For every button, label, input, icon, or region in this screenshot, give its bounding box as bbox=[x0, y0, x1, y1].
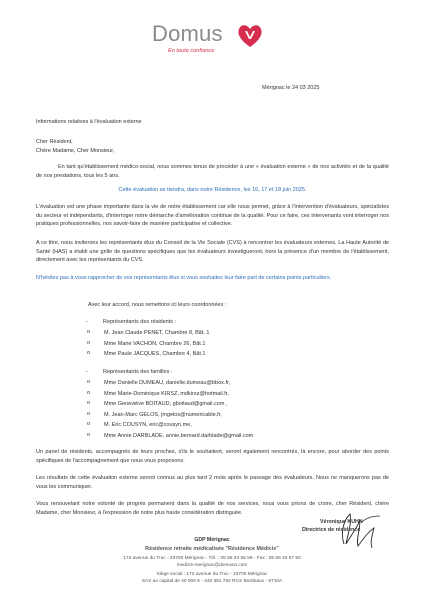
list-marker: o bbox=[87, 379, 91, 385]
results-paragraph: Les résultats de cette évaluation externe seront connus au plus tard 2 mois après le passage des évaluateurs. Nous ne manquerons pas de vous les communiquer. bbox=[36, 475, 389, 490]
greeting-resident: Cher Résident, bbox=[36, 139, 73, 145]
cvs-paragraph: A ce titre, nous inviterons les représentants élus du Conseil de la Vie Sociale (CVS) à rencontrer les évaluateurs externes. La Haute Autorité de Santé (HAS) a établi une grille de questions spécifiques que les évaluateurs investigueront, hors la présence d'un membre de l'établissement, directement avec les représentants du CVS. bbox=[36, 240, 389, 264]
subject-line: Informations relatives à l'évaluation externe bbox=[36, 119, 142, 125]
intro-paragraph: En tant qu'établissement médico-social, nous sommes tenus de procéder à une « évaluation externe » de nos activités et de la qualité de nos prestations, tous les 5 ans. bbox=[36, 164, 389, 179]
list-item: o Mme Annie DARBLADE, annie.bernard.darblade@gmail.com bbox=[87, 431, 254, 439]
list-marker: o bbox=[87, 350, 91, 357]
signer-title: Directrice de résidence bbox=[302, 527, 361, 533]
list-marker: o bbox=[87, 329, 91, 335]
list-item: o Mme Geneviève BOITAUD, gboitaud@gmail.com , bbox=[87, 400, 228, 408]
footer-address: 172 avenue du Truc - 33700 Mérignac - Tél. : 05 56 34 58 58 - Fax : 05 56 34 57 50 bbox=[123, 556, 301, 561]
logo-wordmark: Domus bbox=[152, 21, 223, 46]
list-marker: o bbox=[87, 389, 91, 396]
place-date: Mérignac le 24 03 2025 bbox=[262, 85, 320, 91]
heart-v-logo-icon bbox=[236, 22, 264, 50]
footer-company: GDP Mérignac bbox=[194, 537, 230, 543]
residents-header: Représentants des résidents : bbox=[103, 319, 177, 325]
section-marker: - bbox=[86, 319, 88, 325]
evaluation-dates: Cette évaluation se tiendra, dans notre Résidence, les 16, 17 et 18 juin 2025. bbox=[118, 187, 307, 193]
evaluation-paragraph: L'évaluation est une phase importante dans la vie de notre établissement car elle nous permet, grâce à l'intervention d'évaluateurs, spécialistes du secteur et indépendants, d'interroger notre démarche d'amélioration continue de la qualité. Pour ce faire, ces intervenants vont interroger nos pratiques professionnelles, nos savoir-faire de manière participative et collective. bbox=[36, 204, 389, 228]
residents-list bbox=[87, 329, 347, 361]
footer-email: medicis-merignac@domusvi.com bbox=[176, 563, 248, 568]
list-marker: o bbox=[87, 421, 91, 428]
list-marker: o bbox=[87, 410, 91, 417]
domus-logo bbox=[152, 22, 272, 58]
list-marker: o bbox=[87, 339, 91, 346]
families-list bbox=[87, 379, 367, 443]
list-marker: o bbox=[87, 400, 91, 407]
list-item: o Mme Marie-Dominique KIRSZ, mdkirsz@hotmail.fr, bbox=[87, 389, 229, 397]
list-item: o Mme Paule JACQUES, Chambre 4, Bât.1 bbox=[87, 350, 206, 358]
families-header: Représentants des familles : bbox=[103, 369, 173, 375]
greeting-madam-sir: Chère Madame, Cher Monsieur, bbox=[36, 147, 115, 154]
list-item: o M. Jean-Marc GELOS, jmgelos@numericable.fr, bbox=[87, 410, 222, 418]
contact-paragraph: N'hésitez pas à vous rapprocher de vos représentants élus si vous souhaitez leur faire part de certains points particuliers. bbox=[36, 275, 332, 281]
coordinates-intro: Avec leur accord, nous remettons ici leurs coordonnées : bbox=[88, 302, 227, 308]
list-item: o Mme Danielle DUMEAU, danielle.dumeau@bbox.fr, bbox=[87, 379, 231, 386]
footer-sas: SAS au capital de 40 000 € - 345 381 792 RCS Bordeaux - 8710A bbox=[141, 579, 283, 584]
logo-tagline: En toute confiance bbox=[168, 48, 215, 54]
signer-name: Véronique KUHN bbox=[320, 519, 363, 525]
closing-paragraph: Vous renouvelant notre volonté de progrès permanent dans la qualité de nos services, nous vous prions de croire, cher Résident, chère Madame, cher Monsieur, à l'expression de notre plus haute considération distinguée. bbox=[36, 501, 389, 516]
section-marker: - bbox=[86, 369, 88, 375]
list-item: o Mme Marie VACHON, Chambre 26, Bât.1 bbox=[87, 339, 206, 347]
footer-siege: Siège social : 172 avenue du Truc - 33700 Mérignac bbox=[156, 572, 268, 577]
panel-paragraph: Un panel de résidents, accompagnés de leurs proches, s'ils le souhaitent, seront également rencontrés, là encore, pour aborder des points spécifiques de l'accompagnement que nous vous proposons. bbox=[36, 449, 389, 464]
list-item: o M. Eric COUSYN, eric@cousyn.me, bbox=[87, 421, 192, 429]
footer-residence: Résidence retraite médicalisée "Résidence Médicis" bbox=[145, 546, 279, 552]
list-marker: o bbox=[87, 431, 91, 438]
list-item: o M. Jean Claude PENET, Chambre 8, Bât. 1 bbox=[87, 329, 210, 336]
